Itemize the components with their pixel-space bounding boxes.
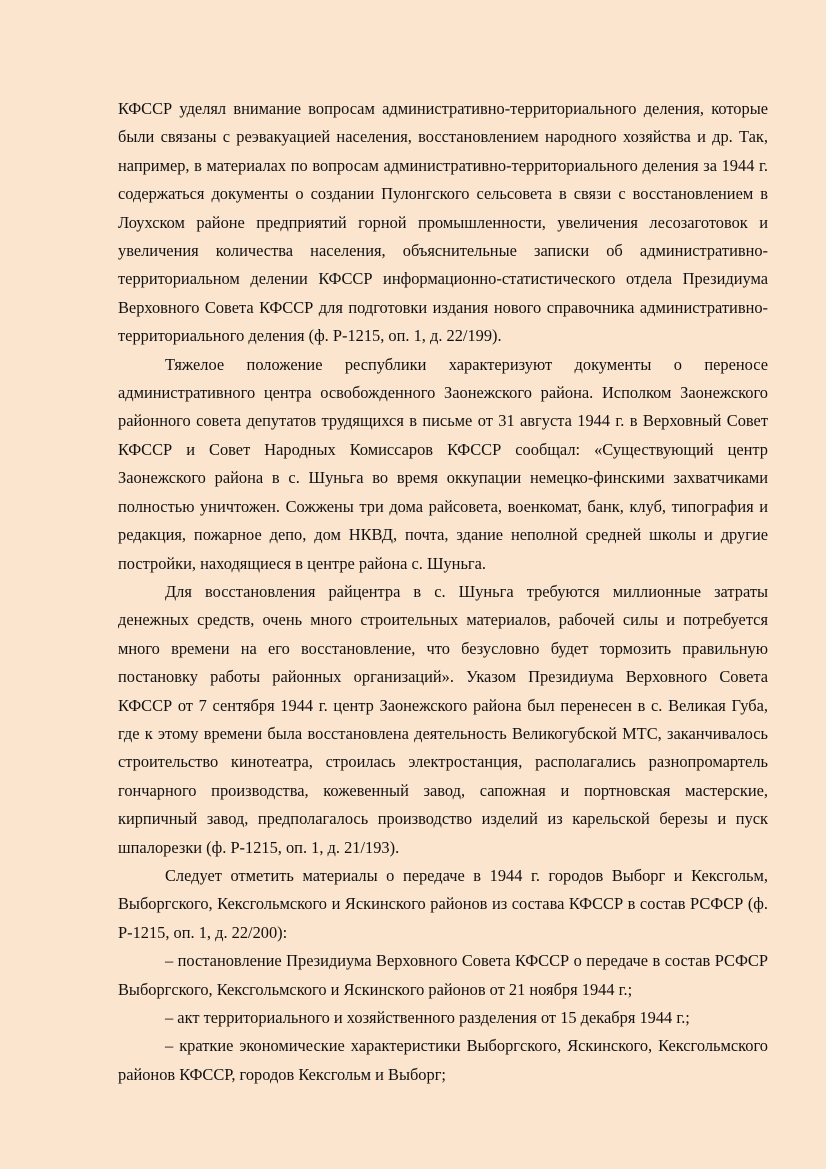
paragraph-administrative-division: КФССР уделял внимание вопросам административно-территориального деления, которые были связаны с реэвакуацией населения, восстановлением народного хозяйства и др. Так, например, в материалах по вопросам административно-территориального деления за 1944 г. содержаться документы о создании Пулонгского сельсовета в связи с восстановлением в Лоухском районе предприятий горной промышленности, увеличения лесозаготовок и увеличения количества населения, объяснительные записки об административно-территориальном делении КФССР информационно-статистического отдела Президиума Верховного Совета КФССР для подготовки издания нового справочника административно-территориального деления (ф. Р-1215, оп. 1, д. 22/199). [118,99,768,346]
list-item-economic-characteristics: – краткие экономические характеристики Выборгского, Яскинского, Кексгольмского районов КФССР, городов Кексгольм и Выборг; [118,1036,768,1084]
document-page [118,95,768,1089]
list-item-act: – акт территориального и хозяйственного разделения от 15 декабря 1944 г.; [165,1008,690,1027]
paragraph-vyborg-transfer: Следует отметить материалы о передаче в 1944 г. городов Выборг и Кексгольм, Выборгского, Кексгольмского и Яскинского районов из состава КФССР в состав РСФСР (ф. Р-1215, оп. 1, д. 22/200): [118,865,768,942]
paragraph-zaonezhsky-center-transfer: Тяжелое положение республики характеризуют документы о переносе административного центра освобожденного Заонежского района. Исполком Заонежского районного совета депутатов трудящихся в письме от 31 августа 1944 г. в Верховный Совет КФССР и Совет Народных Комиссаров КФССР сообщал: «Существующий центр Заонежского района в с. Шуньга во время оккупации немецко-финскими захватчиками полностью уничтожен. Сожжены три дома райсовета, военкомат, банк, клуб, типография и редакция, пожарное депо, дом НКВД, почта, здание неполной средней школы и другие постройки, находящиеся в центре района с. Шуньга. [118,354,768,573]
list-item-resolution: – постановление Президиума Верховного Совета КФССР о передаче в состав РСФСР Выборгского, Кексгольмского и Яскинского районов от 21 ноября 1944 г.; [118,951,768,999]
paragraph-restoration-shunga: Для восстановления райцентра в с. Шуньга требуются миллионные затраты денежных средств, очень много строительных материалов, рабочей силы и потребуется много времени на его восстановление, что безусловно будет тормозить правильную постановку работы районных организаций». Указом Президиума Верховного Совета КФССР от 7 сентября 1944 г. центр Заонежского района был перенесен в с. Великая Губа, где к этому времени была восстановлена деятельность Великогубской МТС, заканчивалось строительство кинотеатра, строилась электростанция, располагались разнопромартель гончарного производства, кожевенный завод, сапожная и портновская мастерские, кирпичный завод, предполагалось производство изделий из карельской березы и пуск шпалорезки (ф. Р-1215, оп. 1, д. 21/193). [118,581,768,857]
